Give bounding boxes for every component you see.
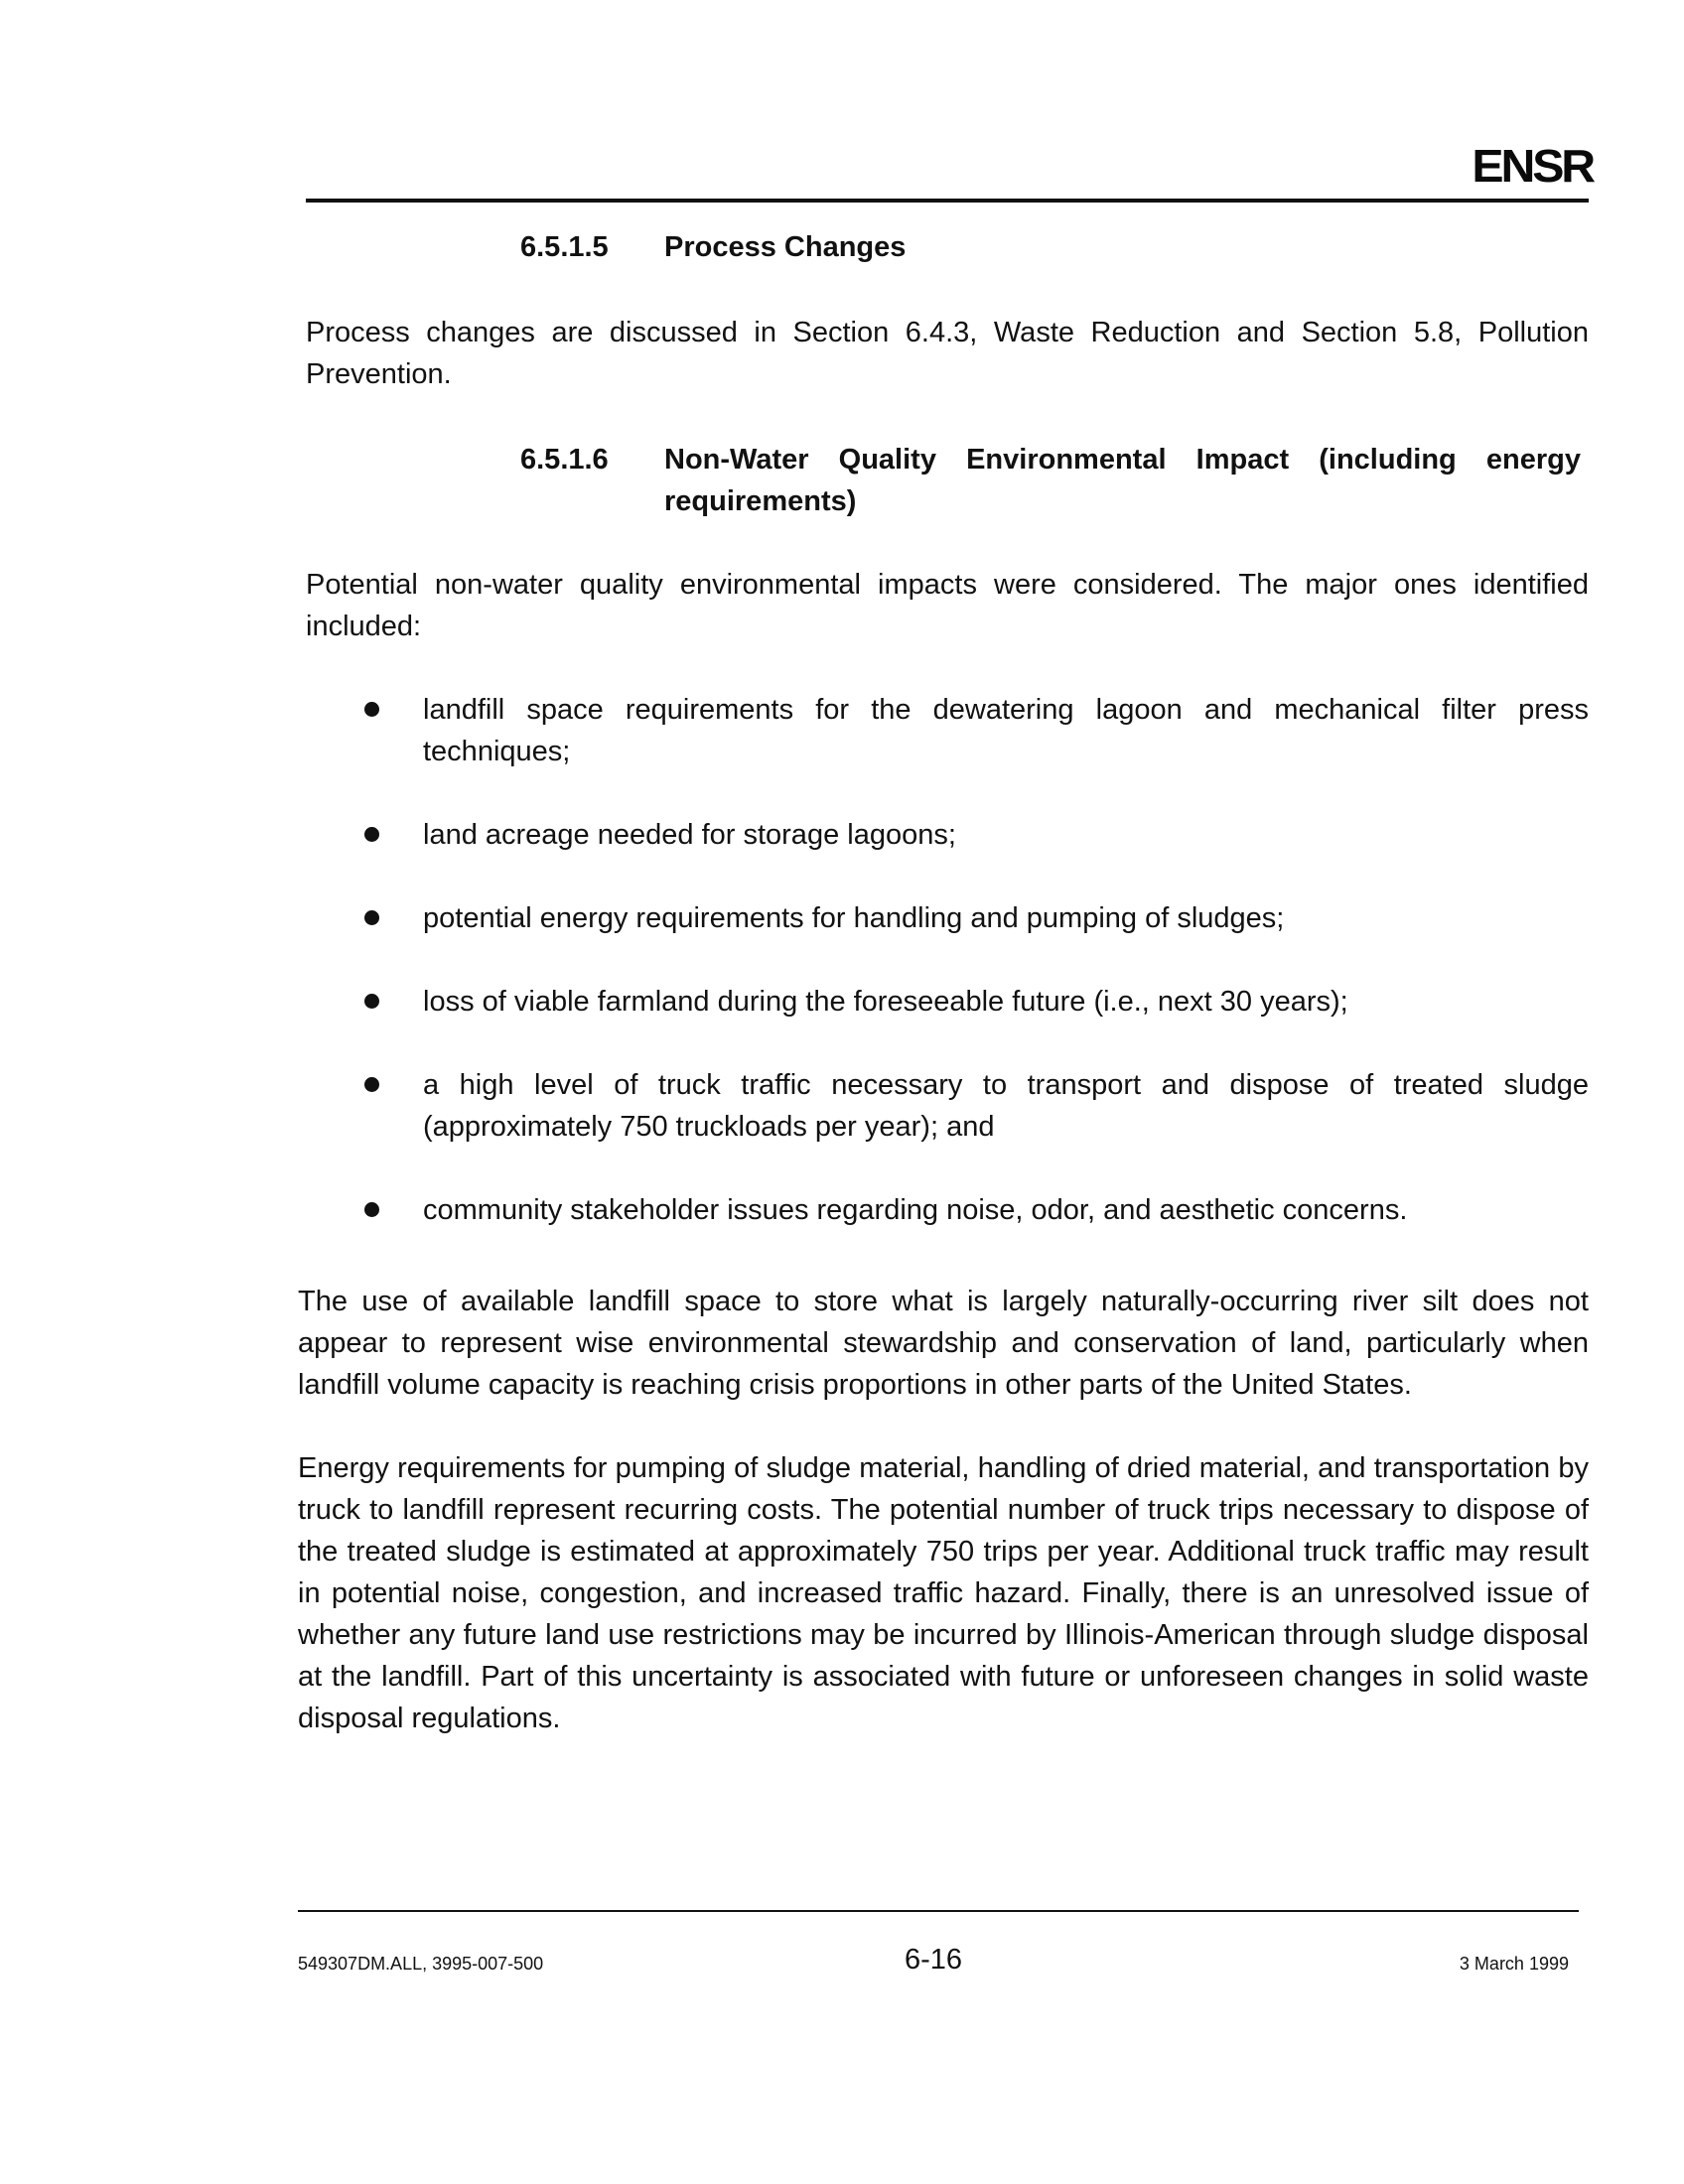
footer-date: 3 March 1999 <box>1459 1954 1569 1974</box>
bullet-icon <box>364 994 379 1009</box>
header-rule <box>306 199 1589 203</box>
footer-document-id: 549307DM.ALL, 3995-007-500 <box>298 1954 544 1974</box>
footer-page-number: 6-16 <box>904 1944 963 1976</box>
list-item-text: potential energy requirements for handling and pumping of sludges; <box>423 902 1285 934</box>
list-item <box>298 897 1589 939</box>
bullet-icon <box>364 1202 379 1217</box>
list-item <box>298 1064 1589 1148</box>
bullet-icon <box>364 827 379 842</box>
list-item-text: community stakeholder issues regarding noise, odor, and aesthetic concerns. <box>423 1194 1408 1226</box>
footer-rule <box>298 1910 1579 1912</box>
list-item-text: a high level of truck traffic necessary to transport and dispose of treated sludge (approximately 750 truckloads per year); and <box>423 1069 1589 1143</box>
section-title: Non-Water Quality Environmental Impact (including energy requirements) <box>664 444 1581 517</box>
bullet-icon <box>364 1077 379 1092</box>
list-item <box>298 814 1589 856</box>
section-heading-6-5-1-6 <box>520 439 1593 528</box>
list-item <box>298 1189 1589 1231</box>
section-heading-6-5-1-5 <box>520 226 1593 268</box>
section-number: 6.5.1.5 <box>520 231 609 263</box>
list-item-text: loss of viable farmland during the foreseeable future (i.e., next 30 years); <box>423 986 1348 1018</box>
energy-paragraph: Energy requirements for pumping of sludge material, handling of dried material, and transportation by truck to landfill represent recurring costs. The potential number of truck trips necessary to dispose of the treated sludge is estimated at approximately 750 trips per year. Additional truck traffic may result in potential noise, congestion, and increased traffic hazard. Finally, there is an unresolved issue of whether any future land use restrictions may be incurred by Illinois-American through sludge disposal at the landfill. Part of this uncertainty is associated with future or unforeseen changes in solid waste disposal regulations. <box>298 1452 1589 1734</box>
section-number: 6.5.1.6 <box>520 444 609 476</box>
process-changes-paragraph: Process changes are discussed in Section 6.4.3, Waste Reduction and Section 5.8, Pollution Prevention. <box>306 317 1589 390</box>
bullet-icon <box>364 702 379 717</box>
list-item <box>298 689 1589 772</box>
list-item-text: landfill space requirements for the dewatering lagoon and mechanical filter press techniques; <box>423 694 1589 767</box>
company-logo: ENSR <box>1472 140 1593 192</box>
section-title: Process Changes <box>664 231 907 263</box>
landfill-paragraph: The use of available landfill space to store what is largely naturally-occurring river silt does not appear to represent wise environmental stewardship and conservation of land, particularly when landfill volume capacity is reaching crisis proportions in other parts of the United States. <box>298 1286 1589 1401</box>
impacts-bullet-list <box>298 689 1589 1231</box>
list-item <box>298 981 1589 1023</box>
bullet-icon <box>364 910 379 925</box>
impacts-intro-paragraph: Potential non-water quality environmental impacts were considered. The major ones identified included: <box>306 569 1589 642</box>
list-item-text: land acreage needed for storage lagoons; <box>423 819 956 851</box>
